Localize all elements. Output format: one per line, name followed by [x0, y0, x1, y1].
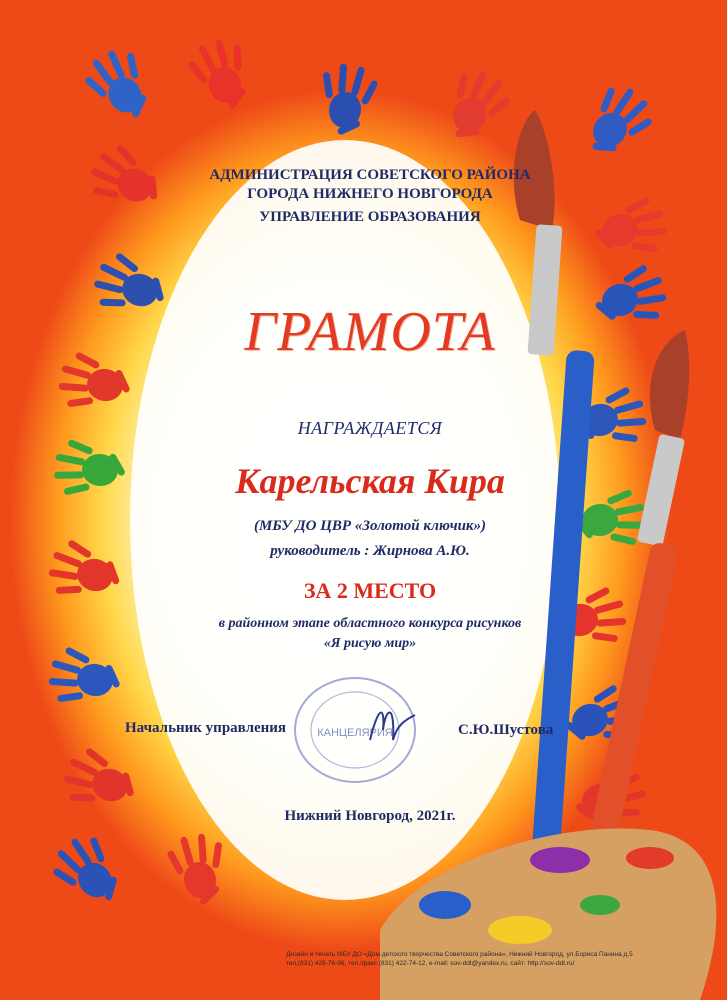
handprint-red-icon: [432, 61, 517, 152]
certificate-title: ГРАМОТА: [244, 301, 496, 363]
handprint-blue-icon: [312, 60, 381, 141]
handprint-blue-icon: [45, 644, 126, 713]
handprint-green-icon: [52, 438, 129, 501]
handprint-red-icon: [44, 536, 128, 610]
footer-line-2: тел.(831) 428-76-96, тел./факс (831) 422-74-12, e-mail: sov-ddt@yandex.ru, сайт: http://sov-ddt.ru/: [286, 960, 575, 967]
handprint-blue-icon: [571, 77, 661, 169]
signature-name: С.Ю.Шустова: [458, 722, 554, 738]
supervisor: руководитель : Жирнова А.Ю.: [270, 543, 470, 559]
issuer-header: [170, 166, 570, 227]
recipient-name: Карельская Кира: [235, 461, 505, 501]
handprint-red-icon: [57, 743, 144, 821]
issuer-line-2: ГОРОДА НИЖНЕГО НОВГОРОДА: [247, 186, 493, 202]
handprint-blue-icon: [44, 827, 134, 919]
stamp-text: КАНЦЕЛЯРИЯ: [317, 727, 393, 739]
footer-line-1: Дизайн и печать МБУ ДО «Дом детского творчества Советского района», Нижний Новгород, ул.Бориса Панина д.5: [286, 951, 633, 958]
organization: [150, 516, 590, 562]
handprint-blue-icon: [587, 261, 671, 335]
place-award: ЗА 2 МЕСТО: [303, 578, 437, 603]
handprint-red-icon: [589, 194, 670, 263]
organization-name: (МБУ ДО ЦВР «Золотой ключик»): [253, 518, 487, 534]
city-year: Нижний Новгород, 2021г.: [284, 808, 456, 824]
handprint-red-icon: [183, 32, 261, 119]
contest-info: [150, 614, 590, 654]
handprint-red-icon: [81, 137, 172, 222]
printer-footer: [286, 950, 686, 968]
issuer-line-1: АДМИНИСТРАЦИЯ СОВЕТСКОГО РАЙОНА: [209, 167, 531, 183]
issuer-line-3: УПРАВЛЕНИЕ ОБРАЗОВАНИЯ: [259, 209, 481, 225]
awarded-label: НАГРАЖДАЕТСЯ: [297, 418, 443, 438]
contest-line-1: в районном этапе областного конкурса рисунков: [218, 616, 522, 631]
handprint-red-icon: [164, 830, 233, 911]
handprint-red-icon: [55, 349, 136, 418]
signature-position: Начальник управления: [125, 720, 287, 736]
contest-line-2: «Я рисую мир»: [323, 636, 417, 651]
handprint-blue-icon: [77, 41, 162, 132]
